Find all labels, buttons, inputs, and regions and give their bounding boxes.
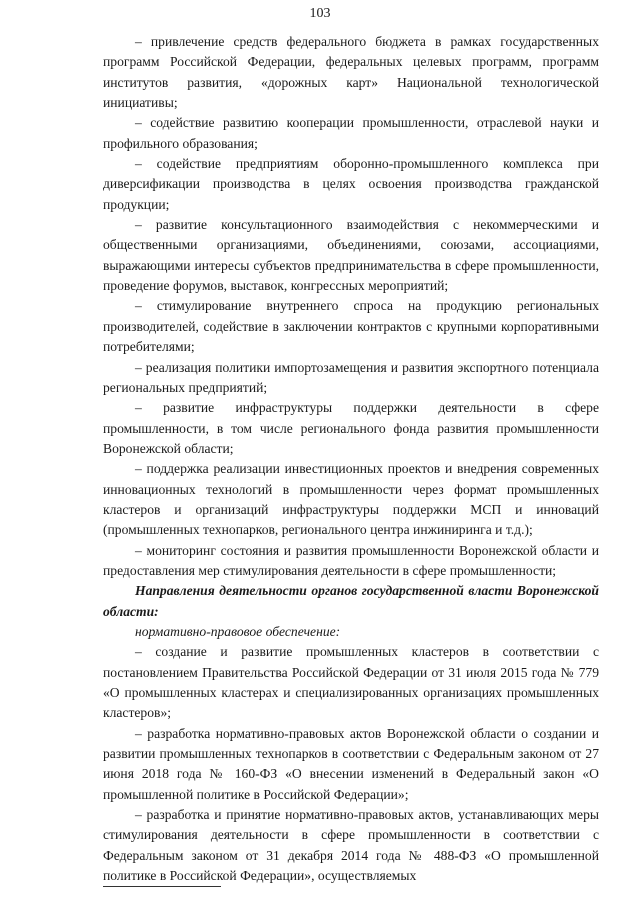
paragraph-10: – создание и развитие промышленных кластеров в соответствии с постановлением Правительства Российской Федерации от 31 июля 2015 года № 779 «О промышленных кластерах и специализированных организациях промышленных кластеров»; (103, 644, 599, 721)
paragraph-3: – содействие предприятиям оборонно-промышленного комплекса при диверсификации производства в целях освоения производства гражданской продукции; (103, 156, 599, 212)
paragraph-5: – стимулирование внутреннего спроса на продукцию региональных производителей, содействие в заключении контрактов с крупными корпоративными потребителями; (103, 298, 599, 355)
paragraph-7: – развитие инфраструктуры поддержки деятельности в сфере промышленности, в том числе регионального фонда развития промышленности Воронежской области; (103, 400, 599, 456)
section-heading: Направления деятельности органов государственной власти Воронежской области: (103, 583, 599, 619)
footnote-rule (103, 886, 221, 887)
paragraph-9: – мониторинг состояния и развития промышленности Воронежской области и предоставления мер стимулирования деятельности в сфере промышленности; (103, 542, 599, 578)
paragraph-11: – разработка нормативно-правовых актов Воронежской области о создании и развитии промышленных технопарков в соответствии с Федеральным законом от 27 июня 2018 года № 160-ФЗ «О внесении изменений в Федеральный закон «О промышленной политике в Российской Федерации»; (103, 725, 599, 802)
page-number: 103 (309, 6, 331, 21)
paragraph-12: – разработка и принятие нормативно-правовых актов, устанавливающих меры стимулирования деятельности в сфере промышленности в соответствии с Федеральным законом от 31 декабря 2014 года № 488-ФЗ «О промышленной политике в Российской Федерации», осуществляемых (103, 807, 599, 884)
document-body (103, 32, 599, 886)
paragraph-4: – развитие консультационного взаимодействия с некоммерческими и общественными организациями, объединениями, союзами, ассоциациями, выражающими интересы субъектов предпринимательства в сфере промышленности, проведение форумов, выставок, конгрессных мероприятий; (103, 217, 599, 294)
paragraph-6: – реализация политики импортозамещения и развития экспортного потенциала региональных предприятий; (103, 359, 599, 395)
paragraph-2: – содействие развитию кооперации промышленности, отраслевой науки и профильного образования; (103, 115, 599, 151)
section-subheading: нормативно-правовое обеспечение: (135, 623, 341, 639)
paragraph-1: – привлечение средств федерального бюджета в рамках государственных программ Российской Федерации, федеральных целевых программ, программ институтов развития, «дорожных карт» Национальной технологической инициативы; (103, 34, 599, 111)
paragraph-8: – поддержка реализации инвестиционных проектов и внедрения современных инновационных технологий в промышленности через формат промышленных кластеров и организаций инфраструктуры поддержки МСП и инноваций (промышленных технопарков, регионального центра инжиниринга и т.д.); (103, 461, 599, 538)
